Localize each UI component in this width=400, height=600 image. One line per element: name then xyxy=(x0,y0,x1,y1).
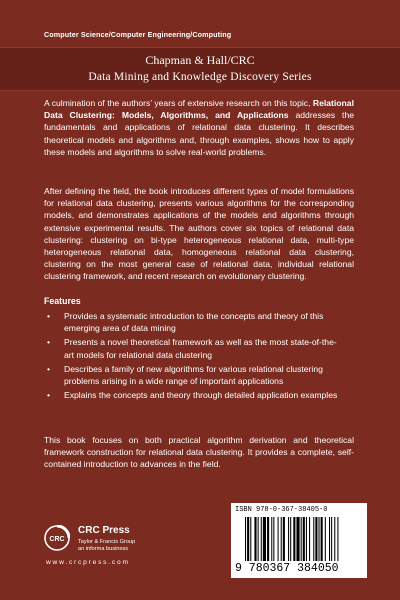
bullet-icon: • xyxy=(47,337,51,348)
feature-item: • Provides a systematic introduction to the concepts and theory of this emerging area of data mining xyxy=(47,311,324,334)
feature-item: • Describes a family of new algorithms for various relational clustering problems arising in a wide range of important applications xyxy=(47,363,323,387)
bullet-icon: • xyxy=(47,311,51,321)
isbn-barcode xyxy=(231,503,367,578)
tagline: an informa business xyxy=(78,546,129,552)
features-list xyxy=(44,310,344,403)
features-heading: Features xyxy=(44,296,81,306)
bullet-icon: • xyxy=(47,363,51,374)
group-name: Taylor & Francis Group xyxy=(78,539,136,545)
series-band xyxy=(0,47,400,91)
intro-rest: addresses the fundamentals and applications of relational data clustering. It describes theoretical models and algorithms and, through examples, shows how to apply these models and algorithms to solve real-world problems. xyxy=(44,110,355,157)
intro-paragraph xyxy=(44,97,354,158)
publisher-url: www.crcpress.com xyxy=(46,559,130,566)
category-label: Computer Science/Computer Engineering/Computing xyxy=(44,30,232,39)
isbn-label: ISBN 978-0-367-38405-0 xyxy=(235,506,328,514)
barcode-digits: 9 780367 384050 xyxy=(235,562,339,575)
series-name: Data Mining and Knowledge Discovery Series xyxy=(88,71,312,83)
feature-item: • Presents a novel theoretical framework as well as the most state-of-the-art models for relational data clustering xyxy=(47,337,337,360)
crc-logo-icon xyxy=(44,525,70,551)
brand-name: CRC Press xyxy=(78,525,130,536)
bullet-icon: • xyxy=(47,390,51,401)
description-paragraph: After defining the field, the book introduces different types of model formulations for relational data clustering, presents various algorithms for the corresponding models, and demonstrates applications of the models and algorithms through extensive experimental results. The authors cover six topics of relational data clustering: clustering on bi-type heterogeneous relational data, multi-type heterogeneous relational data, homogeneous relational data clustering, clustering on the most general case of relational data, individual relational clustering framework, and recent research on evolutionary clustering. xyxy=(44,186,354,282)
feature-item: • Explains the concepts and theory through detailed application examples xyxy=(47,390,338,401)
logo-mark-text: CRC xyxy=(49,536,65,543)
crc-press-logo xyxy=(44,519,174,569)
closing-paragraph: This book focuses on both practical algorithm derivation and theoretical framework construction for relational data clustering. It provides a complete, self-contained introduction to advances in the field. xyxy=(44,435,354,470)
publisher-name: Chapman & Hall/CRC xyxy=(145,53,255,67)
intro-lead: A culmination of the authors’ years of extensive research on this topic, xyxy=(44,98,311,108)
book-title: Relational Data Clustering: Models, Algorithms, and Applications xyxy=(44,98,354,121)
